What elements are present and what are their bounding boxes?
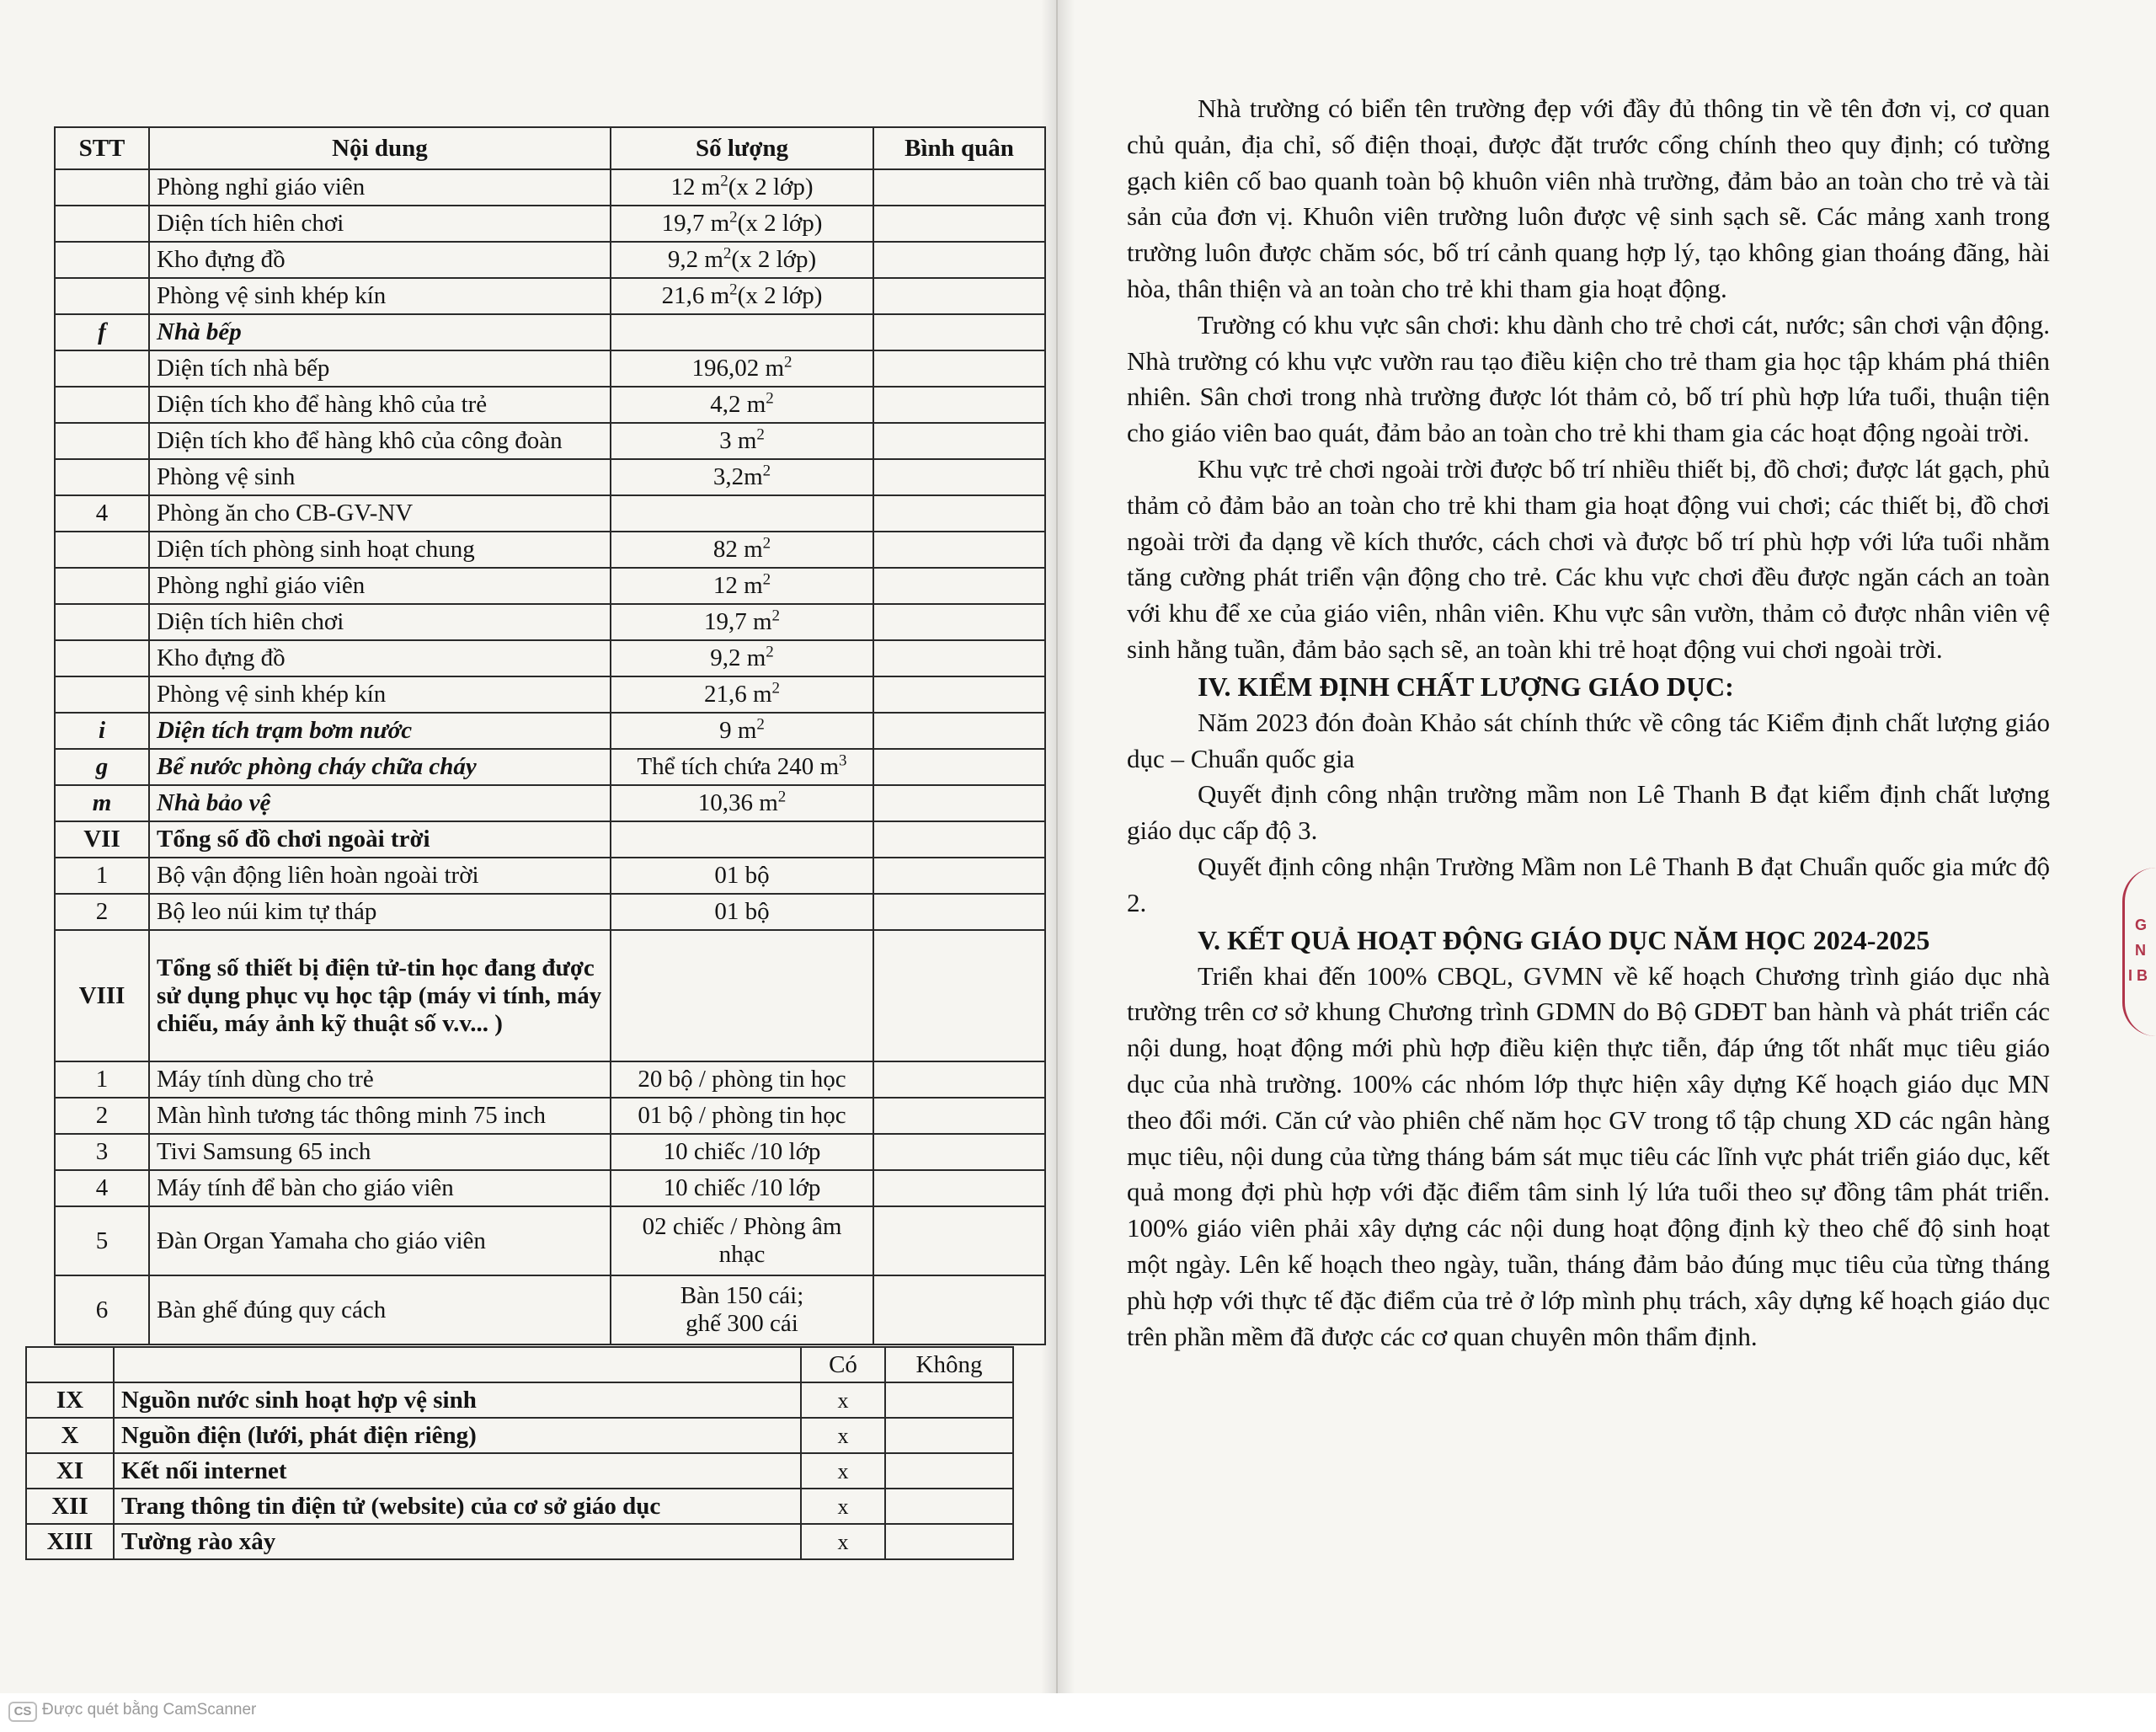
utilities-table	[25, 1346, 1014, 1560]
table-row	[55, 858, 1045, 894]
row-yes-mark: x	[801, 1453, 885, 1489]
quantity-value: 19,7 m	[661, 210, 730, 237]
row-stt	[55, 350, 149, 387]
quantity-value: 21,6 m	[703, 681, 772, 708]
section-heading-iv: IV. KIỂM ĐỊNH CHẤT LƯỢNG GIÁO DỤC:	[1198, 671, 1734, 702]
table-row	[55, 1275, 1045, 1344]
table-row	[55, 169, 1045, 206]
table-row-viii	[55, 930, 1045, 1061]
quantity-value: Thể tích chứa 240 m	[637, 753, 840, 780]
row-content: Nhà bảo vệ	[149, 785, 611, 821]
header-no: Không	[885, 1347, 1013, 1382]
paragraph: Nhà trường có biển tên trường đẹp với đầy đủ thông tin về tên đơn vị, cơ quan chủ quản, địa chỉ, số điện thoại, được đặt trước cổng chính theo quy định; có tường gạch kiên cố bao quanh toàn bộ khuôn viên nhà trường, đảm bảo an toàn cho trẻ và tài sản của đơn vị. Khuôn viên trường luôn được vệ sinh sạch sẽ. Các mảng xanh trong trường luôn được chăm sóc, bố trí cảnh quang hợp lý, tạo không gian thoáng đãng, hài hòa, thân thiện và an toàn cho trẻ khi tham gia hoạt động.	[1127, 94, 2050, 303]
quantity-value: 10,36 m	[697, 789, 778, 816]
row-average	[873, 423, 1045, 459]
row-average	[873, 169, 1045, 206]
facilities-table-body	[55, 169, 1045, 1344]
quantity-unit-exponent: 2	[762, 462, 771, 480]
table-header-row	[26, 1347, 1013, 1382]
header-yes: Có	[801, 1347, 885, 1382]
row-quantity	[611, 387, 873, 423]
row-content: Nhà bếp	[149, 314, 611, 350]
table-row	[55, 532, 1045, 568]
row-quantity	[611, 568, 873, 604]
row-no-mark	[885, 1382, 1013, 1418]
row-content: Diện tích hiên chơi	[149, 206, 611, 242]
row-stt: f	[55, 314, 149, 350]
quantity-unit-exponent: 2	[729, 208, 738, 227]
quantity-value: 21,6 m	[661, 282, 730, 309]
row-stt	[55, 242, 149, 278]
facilities-table	[54, 126, 1046, 1345]
row-average	[873, 858, 1045, 894]
quantity-unit-exponent: 2	[777, 788, 787, 806]
row-content: Trang thông tin điện tử (website) của cơ sở giáo dục	[114, 1489, 801, 1524]
header-content: Nội dung	[149, 127, 611, 169]
quantity-value: 3 m	[719, 427, 757, 454]
row-average	[873, 894, 1045, 930]
quantity-line: nhạc	[718, 1241, 766, 1268]
row-quantity	[611, 785, 873, 821]
row-average	[873, 278, 1045, 314]
stamp-letter: G	[2135, 917, 2148, 933]
row-stt: 1	[55, 858, 149, 894]
row-quantity	[611, 206, 873, 242]
row-quantity	[611, 532, 873, 568]
quantity-unit-exponent: 2	[723, 244, 732, 263]
row-average	[873, 532, 1045, 568]
row-average	[873, 568, 1045, 604]
quantity-unit-exponent: 3	[839, 751, 847, 770]
row-content: Bộ leo núi kim tự tháp	[149, 894, 611, 930]
row-content: Kho đựng đồ	[149, 640, 611, 676]
row-stt: m	[55, 785, 149, 821]
quantity-value: 4,2 m	[710, 391, 766, 418]
row-stt: VIII	[55, 930, 149, 1061]
row-content: Diện tích nhà bếp	[149, 350, 611, 387]
quantity-unit-exponent: 2	[756, 425, 765, 444]
table-row	[55, 676, 1045, 713]
row-stt: 3	[55, 1134, 149, 1170]
quantity-unit-exponent: 2	[762, 534, 771, 553]
row-average	[873, 495, 1045, 532]
table-row	[55, 785, 1045, 821]
paragraph: Triển khai đến 100% CBQL, GVMN về kế hoạch Chương trình giáo dục nhà trường trên cơ sở khung Chương trình GDMN do Bộ GDĐT ban hành và phát triển các nội dung, hoạt động mới phù hợp điều kiện thực tiễn, đáp ứng tốt nhất mục tiêu giáo dục của nhà trường. 100% các nhóm lớp thực hiện xây dựng Kế hoạch giáo dục MN theo đổi mới. Căn cứ vào phiên chế năm học GV trong tổ tập chung XD các ngân hàng mục tiêu, nội dung của từng tháng bám sát mục tiêu các lĩnh vực phát triển giáo dục, kết quả mong đợi phù hợp với đặc điểm tâm sinh lý lứa tuổi theo sự đồng tâm phát triển. 100% giáo viên phải xây dựng các nội dung hoạt động định kỳ theo chế độ sinh hoạt một ngày. Lên kế hoạch theo ngày, tuần, tháng đảm bảo đúng mục tiêu của từng tháng phù hợp với thực tế đặc điểm của trẻ ở lớp mình phụ trách, xây dựng kế hoạch giáo dục trên phần mềm đã được các cơ quan chuyên môn thẩm định.	[1127, 960, 2050, 1351]
row-stt	[55, 640, 149, 676]
row-stt	[55, 387, 149, 423]
row-content: Tổng số thiết bị điện tử-tin học đang được sử dụng phục vụ học tập (máy vi tính, máy chiếu, máy ảnh kỹ thuật số v.v... )	[149, 930, 611, 1061]
table-row	[55, 314, 1045, 350]
row-quantity: 20 bộ / phòng tin học	[611, 1061, 873, 1098]
row-stt: XII	[26, 1489, 114, 1524]
quantity-value: 12 m	[712, 572, 763, 599]
row-stt: 6	[55, 1275, 149, 1344]
table-row	[55, 387, 1045, 423]
row-stt: 4	[55, 495, 149, 532]
header-blank-1	[26, 1347, 114, 1382]
paragraph: Quyết định công nhận Trường Mầm non Lê Thanh B đạt Chuẩn quốc gia mức độ 2.	[1127, 851, 2050, 917]
quantity-unit-exponent: 2	[771, 607, 781, 625]
row-average	[873, 676, 1045, 713]
quantity-value: 82 m	[712, 536, 763, 563]
row-content: Màn hình tương tác thông minh 75 inch	[149, 1098, 611, 1134]
row-content: Tường rào xây	[114, 1524, 801, 1559]
table-row	[55, 206, 1045, 242]
row-stt: i	[55, 713, 149, 749]
table-row	[55, 242, 1045, 278]
row-content: Máy tính để bàn cho giáo viên	[149, 1170, 611, 1206]
paragraph: Năm 2023 đón đoàn Khảo sát chính thức về công tác Kiểm định chất lượng giáo dục – Chuẩn quốc gia	[1127, 707, 2050, 773]
row-content: Phòng vệ sinh khép kín	[149, 676, 611, 713]
quantity-value: 9,2 m	[710, 644, 766, 671]
row-no-mark	[885, 1418, 1013, 1453]
row-stt: 1	[55, 1061, 149, 1098]
row-stt	[55, 459, 149, 495]
quantity-multiplier: (x 2 lớp)	[737, 210, 823, 237]
row-content: Bàn ghế đúng quy cách	[149, 1275, 611, 1344]
row-average	[873, 785, 1045, 821]
row-quantity	[611, 278, 873, 314]
row-content: Phòng nghỉ giáo viên	[149, 568, 611, 604]
quantity-value: 9,2 m	[667, 246, 723, 273]
row-stt	[55, 532, 149, 568]
row-average	[873, 930, 1045, 1061]
row-quantity	[611, 423, 873, 459]
quantity-value: 3,2m	[712, 463, 763, 490]
row-quantity	[611, 1275, 873, 1344]
row-yes-mark: x	[801, 1418, 885, 1453]
row-content: Đàn Organ Yamaha cho giáo viên	[149, 1206, 611, 1275]
stamp-letter: N	[2135, 942, 2146, 959]
section-heading-v: V. KẾT QUẢ HOẠT ĐỘNG GIÁO DỤC NĂM HỌC 2024-2025	[1198, 924, 1930, 955]
paragraph: Khu vực trẻ chơi ngoài trời được bố trí nhiều thiết bị, đồ chơi; được lát gạch, phủ thảm cỏ đảm bảo an toàn cho trẻ khi tham gia hoạt động vui chơi; các thiết bị, đồ chơi ngoài trời đa dạng về kích thước, cách chơi và được bố trí phù hợp với lứa tuổi nhằm tăng cường phát triển vận động cho trẻ. Các khu vực chơi đều được ngăn cách an toàn với khu để xe của giáo viên, nhân viên. Khu vực sân vườn, thảm cỏ được nhân viên vệ sinh hằng tuần, đảm bảo sạch sẽ, an toàn khi trẻ hoạt động vui chơi ngoài trời.	[1127, 453, 2050, 664]
row-average	[873, 713, 1045, 749]
table-row	[55, 1134, 1045, 1170]
row-stt	[55, 206, 149, 242]
quantity-value: 9 m	[719, 717, 757, 744]
quantity-unit-exponent: 2	[762, 570, 771, 589]
row-content: Phòng vệ sinh khép kín	[149, 278, 611, 314]
row-stt: X	[26, 1418, 114, 1453]
row-quantity	[611, 495, 873, 532]
row-quantity	[611, 930, 873, 1061]
row-average	[873, 459, 1045, 495]
row-average	[873, 1061, 1045, 1098]
header-quantity: Số lượng	[611, 127, 873, 169]
quantity-multiplier: (x 2 lớp)	[737, 282, 823, 309]
quantity-unit-exponent: 2	[756, 715, 765, 734]
row-yes-mark: x	[801, 1382, 885, 1418]
row-average	[873, 749, 1045, 785]
row-no-mark	[885, 1524, 1013, 1559]
row-quantity: 01 bộ / phòng tin học	[611, 1098, 873, 1134]
row-stt: VII	[55, 821, 149, 858]
quantity-unit-exponent: 2	[729, 281, 738, 299]
row-content: Diện tích trạm bơm nước	[149, 713, 611, 749]
table-row	[55, 495, 1045, 532]
row-quantity	[611, 676, 873, 713]
row-stt: g	[55, 749, 149, 785]
row-content: Phòng nghỉ giáo viên	[149, 169, 611, 206]
row-average	[873, 350, 1045, 387]
quantity-value: 12 m	[670, 174, 721, 200]
row-average	[873, 1170, 1045, 1206]
row-stt	[55, 604, 149, 640]
row-average	[873, 387, 1045, 423]
row-quantity	[611, 894, 873, 930]
paragraph: Quyết định công nhận trường mầm non Lê Thanh B đạt kiểm định chất lượng giáo dục cấp độ 3.	[1127, 779, 2050, 846]
row-quantity	[611, 858, 873, 894]
row-content: Kho đựng đồ	[149, 242, 611, 278]
row-content: Diện tích kho để hàng khô của công đoàn	[149, 423, 611, 459]
table-row	[55, 604, 1045, 640]
row-quantity	[611, 604, 873, 640]
table-row	[55, 1061, 1045, 1098]
row-content: Phòng ăn cho CB-GV-NV	[149, 495, 611, 532]
utilities-table-body	[26, 1347, 1013, 1559]
table-row	[55, 713, 1045, 749]
row-average	[873, 1206, 1045, 1275]
scanner-footer	[0, 1693, 2156, 1732]
row-stt	[55, 423, 149, 459]
row-quantity	[611, 350, 873, 387]
row-stt	[55, 568, 149, 604]
row-average	[873, 242, 1045, 278]
quantity-value: 01 bộ	[714, 898, 770, 925]
row-yes-mark: x	[801, 1489, 885, 1524]
row-content: Bộ vận động liên hoàn ngoài trời	[149, 858, 611, 894]
right-page-text	[1127, 91, 2050, 1355]
row-content: Tổng số đồ chơi ngoài trời	[149, 821, 611, 858]
row-stt: XI	[26, 1453, 114, 1489]
row-average	[873, 1275, 1045, 1344]
table-row	[55, 459, 1045, 495]
row-no-mark	[885, 1489, 1013, 1524]
stamp-letter: I B	[2128, 967, 2148, 984]
quantity-line: 02 chiếc / Phòng âm	[642, 1213, 842, 1240]
table-row	[26, 1418, 1013, 1453]
quantity-value: 01 bộ	[714, 862, 770, 889]
row-content: Nguồn điện (lưới, phát điện riêng)	[114, 1418, 801, 1453]
page-fold	[1041, 0, 1075, 1693]
row-stt	[55, 278, 149, 314]
row-content: Nguồn nước sinh hoạt hợp vệ sinh	[114, 1382, 801, 1418]
row-stt	[55, 169, 149, 206]
quantity-value: 19,7 m	[703, 608, 772, 635]
row-average	[873, 640, 1045, 676]
table-row	[55, 821, 1045, 858]
table-row	[26, 1453, 1013, 1489]
table-row	[55, 749, 1045, 785]
table-row	[26, 1382, 1013, 1418]
row-stt: 2	[55, 1098, 149, 1134]
row-stt: 2	[55, 894, 149, 930]
camscanner-logo: CS	[8, 1702, 37, 1722]
quantity-value: 196,02 m	[691, 355, 785, 382]
row-stt: 4	[55, 1170, 149, 1206]
row-quantity: 10 chiếc /10 lớp	[611, 1170, 873, 1206]
header-stt: STT	[55, 127, 149, 169]
quantity-multiplier: (x 2 lớp)	[728, 174, 814, 200]
row-quantity	[611, 821, 873, 858]
table-row	[26, 1489, 1013, 1524]
quantity-unit-exponent: 2	[766, 643, 774, 661]
table-row	[55, 1206, 1045, 1275]
stamp-fragment	[2122, 868, 2156, 1036]
table-row	[55, 640, 1045, 676]
row-average	[873, 206, 1045, 242]
table-row	[55, 894, 1045, 930]
camscanner-watermark: Được quét bằng CamScanner	[42, 1701, 257, 1719]
row-content: Diện tích hiên chơi	[149, 604, 611, 640]
row-average	[873, 604, 1045, 640]
quantity-multiplier: (x 2 lớp)	[731, 246, 817, 273]
row-content: Diện tích phòng sinh hoạt chung	[149, 532, 611, 568]
header-average: Bình quân	[873, 127, 1045, 169]
row-quantity	[611, 713, 873, 749]
row-yes-mark: x	[801, 1524, 885, 1559]
quantity-line: Bàn 150 cái;	[680, 1282, 804, 1309]
row-quantity	[611, 169, 873, 206]
row-no-mark	[885, 1453, 1013, 1489]
row-content: Bể nước phòng cháy chữa cháy	[149, 749, 611, 785]
row-stt	[55, 676, 149, 713]
row-quantity	[611, 640, 873, 676]
row-quantity	[611, 459, 873, 495]
row-quantity: 10 chiếc /10 lớp	[611, 1134, 873, 1170]
row-average	[873, 1134, 1045, 1170]
row-stt: IX	[26, 1382, 114, 1418]
table-row	[26, 1524, 1013, 1559]
row-stt: XIII	[26, 1524, 114, 1559]
table-row	[55, 568, 1045, 604]
row-average	[873, 821, 1045, 858]
table-row	[55, 278, 1045, 314]
row-content: Diện tích kho để hàng khô của trẻ	[149, 387, 611, 423]
quantity-unit-exponent: 2	[771, 679, 781, 698]
row-stt: 5	[55, 1206, 149, 1275]
row-average	[873, 1098, 1045, 1134]
table-row	[55, 1098, 1045, 1134]
paragraph: Trường có khu vực sân chơi: khu dành cho trẻ chơi cát, nước; sân chơi vận động. Nhà trường có khu vực vườn rau tạo điều kiện cho trẻ tham gia học tập khám phá thiên nhiên. Sân chơi trong nhà trường được lót thảm cỏ, bố trí phù hợp lứa tuổi, thuận tiện cho giáo viên bao quát, đảm bảo an toàn cho trẻ khi tham gia các hoạt động ngoài trời.	[1127, 309, 2050, 448]
row-quantity	[611, 314, 873, 350]
row-quantity	[611, 242, 873, 278]
quantity-unit-exponent: 2	[784, 353, 792, 372]
table-header-row	[55, 127, 1045, 169]
table-row	[55, 350, 1045, 387]
header-blank-2	[114, 1347, 801, 1382]
quantity-unit-exponent: 2	[720, 172, 728, 190]
row-content: Tivi Samsung 65 inch	[149, 1134, 611, 1170]
quantity-line: ghế 300 cái	[686, 1310, 798, 1337]
quantity-unit-exponent: 2	[766, 389, 774, 408]
row-content: Phòng vệ sinh	[149, 459, 611, 495]
row-quantity	[611, 1206, 873, 1275]
row-average	[873, 314, 1045, 350]
row-quantity	[611, 749, 873, 785]
table-row	[55, 423, 1045, 459]
table-row	[55, 1170, 1045, 1206]
row-content: Máy tính dùng cho trẻ	[149, 1061, 611, 1098]
row-content: Kết nối internet	[114, 1453, 801, 1489]
